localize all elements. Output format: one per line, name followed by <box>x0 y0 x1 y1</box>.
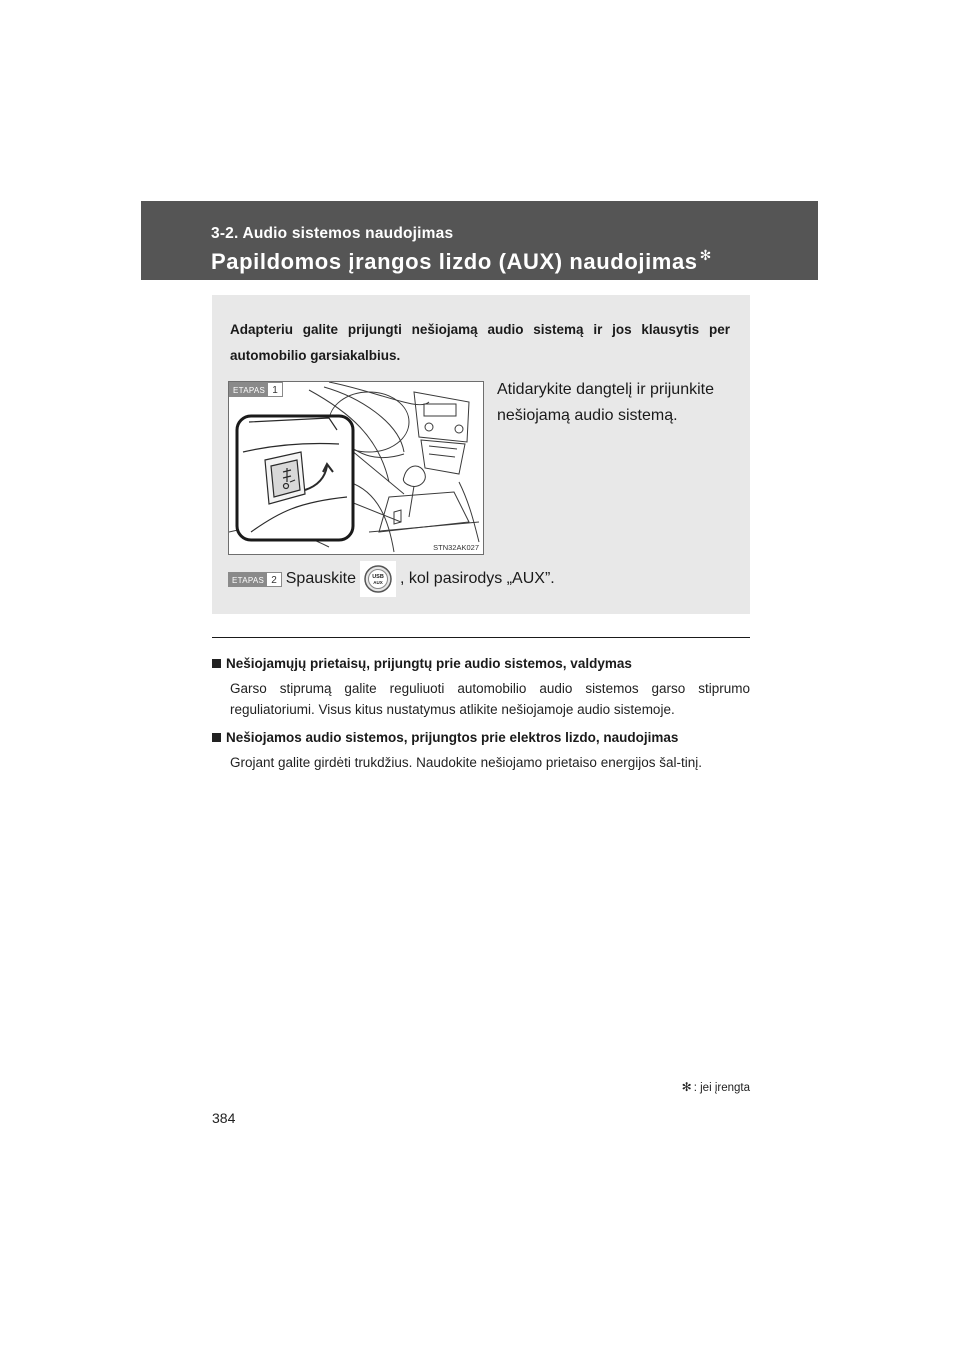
page-number: 384 <box>212 1110 236 1126</box>
section-label: 3-2. Audio sistemos naudojimas <box>211 225 454 242</box>
note-heading <box>212 656 750 671</box>
aux-label: AUX <box>373 580 383 585</box>
aux-socket-illustration <box>229 382 483 554</box>
square-bullet-icon <box>212 733 221 742</box>
step1-line2: nešiojamą audio sistemą. <box>497 407 678 424</box>
step1-badge-number: 1 <box>268 383 282 396</box>
note-heading <box>212 730 750 745</box>
step2-instruction <box>228 561 555 597</box>
step2-text-after: , kol pasirodys „AUX”. <box>400 570 555 587</box>
section-divider <box>212 637 750 638</box>
note-power-outlet-use <box>212 730 750 773</box>
step1-illustration <box>228 381 484 555</box>
note-portable-device-control <box>212 656 750 720</box>
step1-line1: Atidarykite dangtelį ir prijunkite <box>497 381 714 398</box>
step1-badge-label: ETAPAS <box>230 383 268 396</box>
note-heading-text: Nešiojamos audio sistemos, prijungtos prie elektros lizdo, naudojimas <box>226 730 679 745</box>
note-body: Garso stiprumą galite reguliuoti automobilio audio sistemos garso stiprumo reguliatoriumi. Visus kitus nustatymus atlikite nešiojamoje audio sistemoje. <box>230 681 750 717</box>
usb-label: USB <box>372 574 384 580</box>
footnote-text: : jei įrengta <box>693 1082 750 1094</box>
figure-code: STN32AK027 <box>433 543 479 552</box>
step2-badge <box>228 572 282 587</box>
usb-aux-button-icon <box>360 561 396 597</box>
step1-instruction <box>497 377 714 429</box>
footnote-mark: ✻ <box>681 1080 692 1094</box>
step1-badge <box>229 382 283 397</box>
page-title-text: Papildomos įrangos lizdo (AUX) naudojimas <box>211 249 698 274</box>
optional-equipment-mark: ✻ <box>699 247 712 263</box>
intro-text: Adapteriu galite prijungti nešiojamą audio sistemą ir jos klausytis per automobilio garsiakalbius. <box>230 322 730 363</box>
instruction-panel <box>212 295 750 614</box>
square-bullet-icon <box>212 659 221 668</box>
note-body: Grojant galite girdėti trukdžius. Naudokite nešiojamo prietaiso energijos šal-tinį. <box>230 755 702 770</box>
step2-badge-number: 2 <box>267 573 281 586</box>
page-title <box>211 247 712 275</box>
note-heading-text: Nešiojamųjų prietaisų, prijungtų prie audio sistemos, valdymas <box>226 656 632 671</box>
step2-text-before: Spauskite <box>285 570 357 587</box>
footnote <box>682 1080 750 1094</box>
chapter-header <box>141 201 818 280</box>
step2-badge-label: ETAPAS <box>229 573 267 586</box>
